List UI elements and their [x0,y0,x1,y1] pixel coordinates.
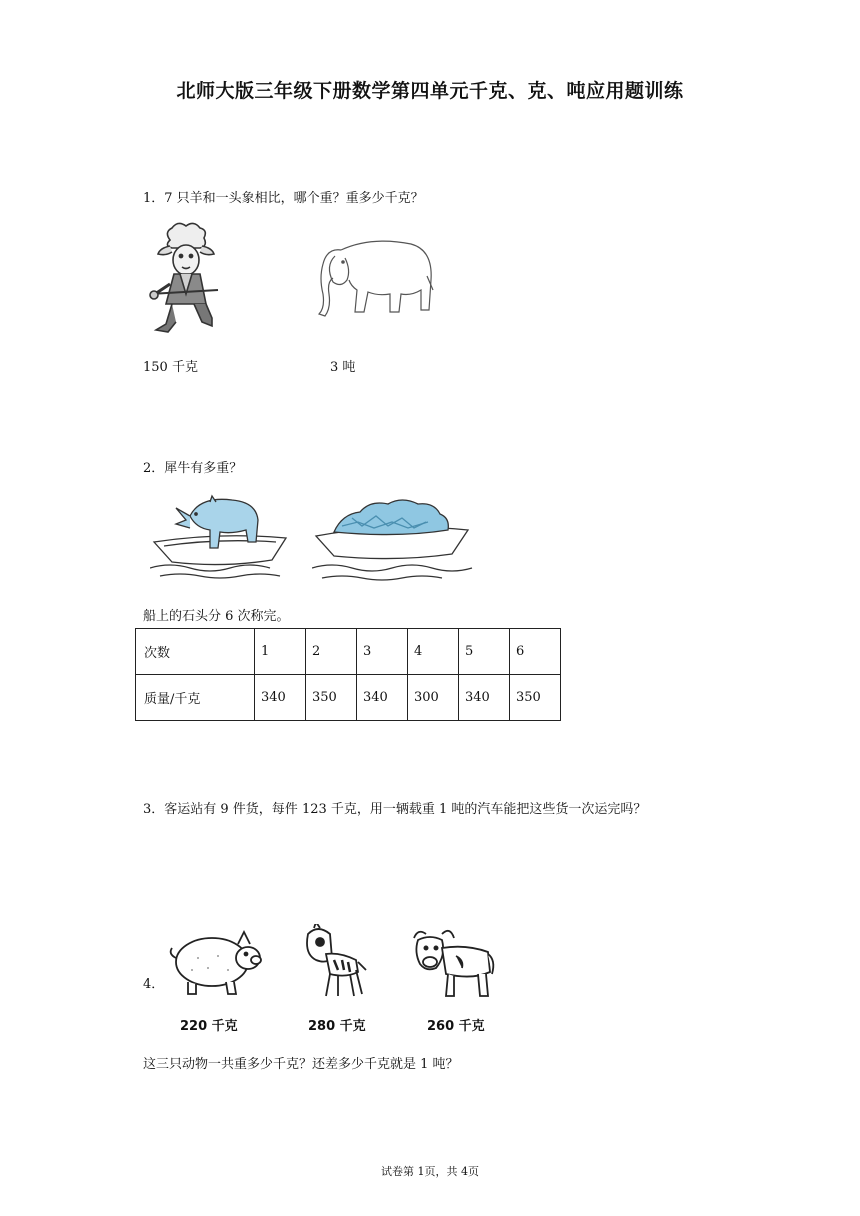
table-cell: 4 [408,629,459,675]
table-row [136,629,561,675]
table-cell: 5 [459,629,510,675]
table-cell: 340 [255,675,306,721]
donkey-weight-label: 280 千克 [308,1019,366,1034]
question-1-text: 1．7 只羊和一头象相比，哪个重？重多少千克？ [143,191,424,206]
question-3-text: 3．客运站有 9 件货，每件 123 千克，用一辆载重 1 吨的汽车能把这些货一次运完吗？ [143,802,647,817]
question-2-note: 船上的石头分 6 次称完。 [143,609,290,624]
donkey-illustration [298,924,368,1002]
cow-weight-label: 260 千克 [427,1019,485,1034]
table-header-count: 次数 [136,629,255,675]
table-cell: 1 [255,629,306,675]
table-cell: 350 [306,675,357,721]
rhino-boat-illustration [150,488,290,584]
sheep-illustration [140,222,230,338]
question-4-number: 4． [143,977,165,992]
table-cell: 340 [357,675,408,721]
elephant-weight-label: 3 吨 [330,360,356,375]
sheep-weight-label: 150 千克 [143,360,198,375]
question-2-text: 2．犀牛有多重？ [143,461,243,476]
pig-illustration [168,928,266,1000]
elephant-illustration [313,236,435,326]
question-4-text: 这三只动物一共重多少千克？还差多少千克就是 1 吨？ [143,1057,459,1072]
table-cell: 6 [510,629,561,675]
stone-boat-illustration [312,496,477,584]
table-header-weight: 质量/千克 [136,675,255,721]
weighing-table [135,628,561,721]
page-title: 北师大版三年级下册数学第四单元千克、克、吨应用题训练 [176,80,684,102]
table-cell: 350 [510,675,561,721]
table-row [136,675,561,721]
pig-weight-label: 220 千克 [180,1019,238,1034]
table-cell: 3 [357,629,408,675]
cow-illustration [408,928,500,1002]
table-cell: 340 [459,675,510,721]
table-cell: 2 [306,629,357,675]
page-footer: 试卷第 1页，共 4页 [381,1165,479,1178]
table-cell: 300 [408,675,459,721]
